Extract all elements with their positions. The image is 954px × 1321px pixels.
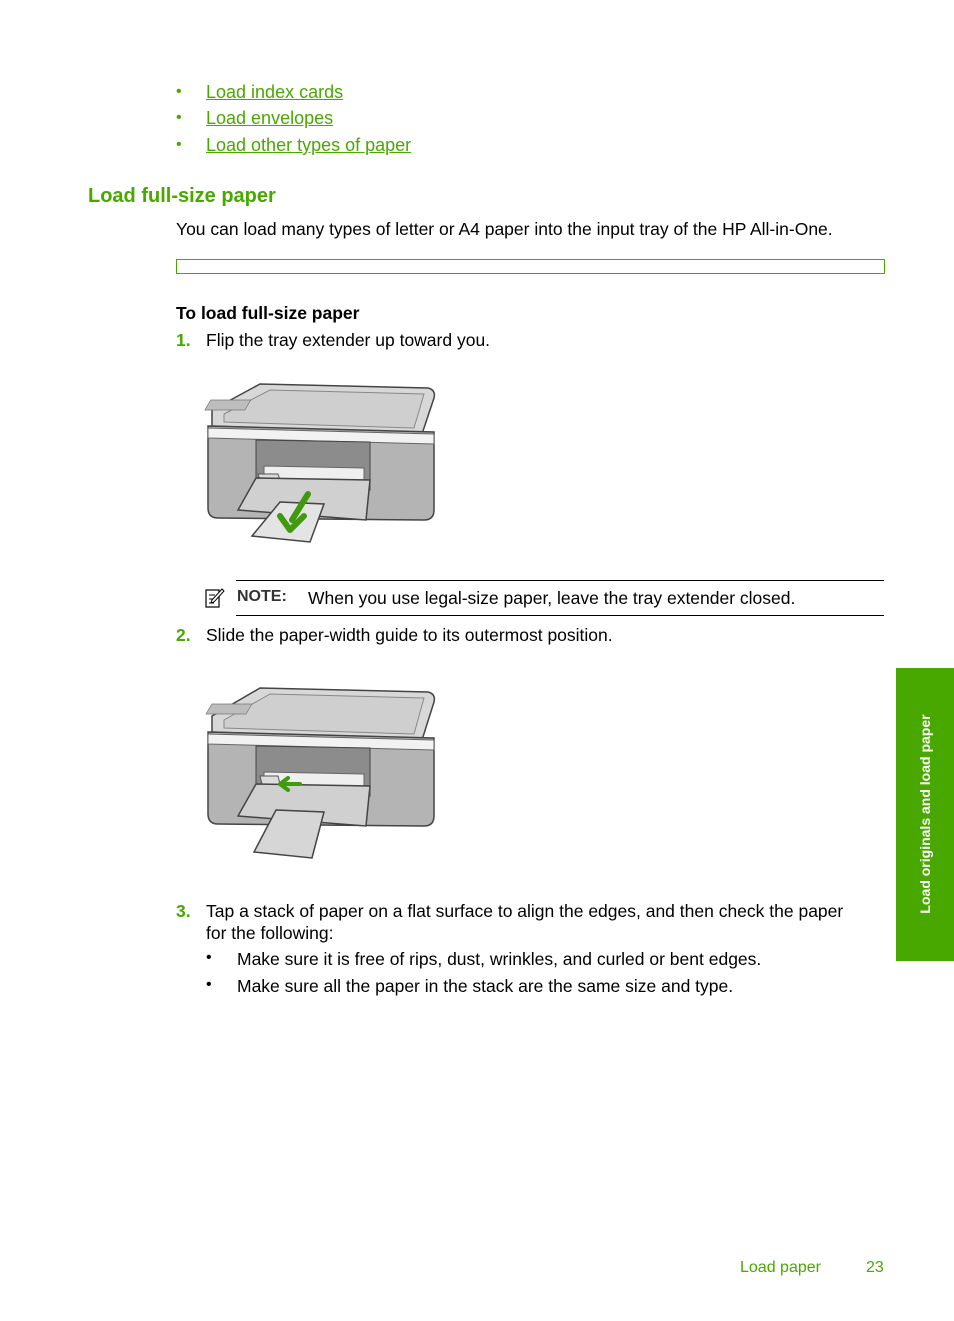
footer-page-number: 23 — [866, 1259, 884, 1276]
step-text: Slide the paper-width guide to its outermost position. — [206, 625, 613, 645]
link-load-envelopes[interactable]: Load envelopes — [206, 108, 334, 128]
step-text-line1: Tap a stack of paper on a flat surface to align the edges, and then check the paper — [206, 901, 844, 921]
step-number: 3. — [176, 901, 191, 921]
printer-paper-guide-illustration — [200, 676, 445, 866]
note-label: NOTE: — [237, 588, 287, 605]
bullet: • — [176, 136, 182, 153]
note-text: When you use legal-size paper, leave the tray extender closed. — [308, 588, 796, 608]
section-title: Load full-size paper — [88, 185, 276, 207]
bullet: • — [206, 949, 212, 966]
printer-tray-extender-illustration — [200, 370, 445, 550]
procedure-title: To load full-size paper — [176, 303, 360, 323]
section-intro: You can load many types of letter or A4 paper into the input tray of the HP All-in-One. — [176, 219, 833, 239]
note-pencil-icon — [205, 588, 225, 610]
sub-bullet-text: Make sure all the paper in the stack are the same size and type. — [237, 976, 734, 996]
link-load-index-cards[interactable]: Load index cards — [206, 82, 344, 102]
step-text-line2: for the following: — [206, 923, 334, 943]
chapter-side-tab-label: Load originals and load paper — [917, 714, 933, 914]
step-number: 1. — [176, 330, 191, 350]
note-bottom-rule — [236, 615, 884, 616]
bullet: • — [176, 109, 182, 126]
bullet: • — [176, 83, 182, 100]
step-number: 2. — [176, 625, 191, 645]
step-text: Flip the tray extender up toward you. — [206, 330, 491, 350]
link-load-other-paper[interactable]: Load other types of paper — [206, 135, 412, 155]
note-top-rule — [236, 580, 884, 581]
sub-bullet-text: Make sure it is free of rips, dust, wrinkles, and curled or bent edges. — [237, 949, 762, 969]
empty-callout-box — [176, 259, 885, 274]
footer-section-name: Load paper — [740, 1259, 821, 1276]
chapter-side-tab — [896, 668, 954, 961]
bullet: • — [206, 976, 212, 993]
